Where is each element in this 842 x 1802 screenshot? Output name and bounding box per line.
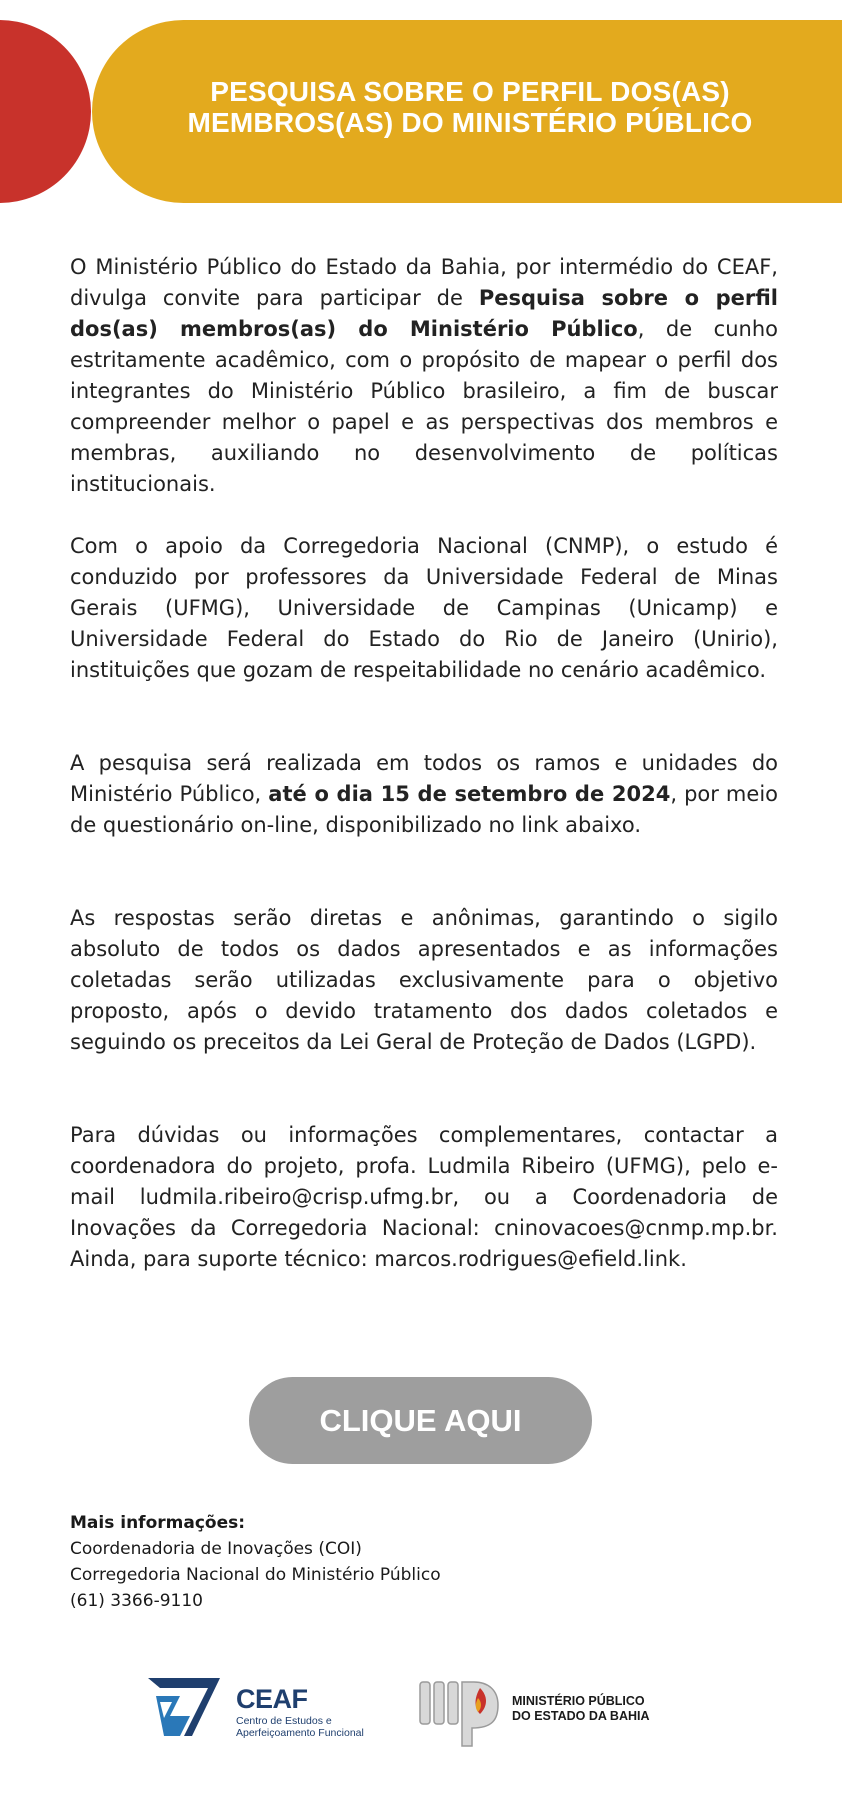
mp-emblem-icon	[418, 1676, 506, 1748]
mp-name-line-1: MINISTÉRIO PÚBLICO	[512, 1694, 645, 1708]
more-info-block	[70, 1510, 441, 1614]
paragraph-deadline-text-cont: , por meio de questionário on-line, disponibilizado no link abaixo.	[70, 782, 778, 837]
clique-aqui-button[interactable]: CLIQUE AQUI	[249, 1377, 592, 1464]
mp-name-line-2: DO ESTADO DA BAHIA	[512, 1709, 650, 1723]
ceaf-emblem-icon	[146, 1672, 222, 1742]
page-title	[120, 76, 820, 138]
ceaf-subtitle-line-1: Centro de Estudos e	[236, 1715, 332, 1727]
paragraph-deadline-text: A pesquisa será realizada em todos os ramos e unidades do Ministério Público,	[70, 751, 778, 806]
paragraph-intro	[70, 252, 778, 500]
paragraph-intro-text: O Ministério Público do Estado da Bahia, por intermédio do CEAF, divulga convite para participar de	[70, 255, 778, 310]
paragraph-privacy: As respostas serão diretas e anônimas, garantindo o sigilo absoluto de todos os dados apresentados e as informações coletadas serão utilizadas exclusivamente para o objetivo proposto, após o devido tratamento dos dados coletados e seguindo os preceitos da Lei Geral de Proteção de Dados (LGPD).	[70, 906, 778, 1054]
paragraph-intro-text-cont: , de cunho estritamente acadêmico, com o propósito de mapear o perfil dos integrantes do Ministério Público brasileiro, a fim de buscar compreender melhor o papel e as perspectivas dos membros e membras, auxiliando no desenvolvimento de políticas institucionais.	[70, 317, 778, 496]
paragraph-deadline	[70, 748, 778, 841]
paragraph-support: Com o apoio da Corregedoria Nacional (CNMP), o estudo é conduzido por professores da Universidade Federal de Minas Gerais (UFMG), Universidade de Campinas (Unicamp) e Universidade Federal do Estado do Rio de Janeiro (Unirio), instituições que gozam de respeitabilidade no cenário acadêmico.	[70, 534, 778, 682]
mp-bahia-logo	[418, 1676, 678, 1756]
mp-bahia-name	[512, 1694, 650, 1724]
deadline-bold: até o dia 15 de setembro de 2024	[268, 782, 671, 806]
ceaf-subtitle	[236, 1715, 364, 1739]
ceaf-name: CEAF	[236, 1684, 308, 1714]
paragraph-contact: Para dúvidas ou informações complementares, contactar a coordenadora do projeto, profa. Ludmila Ribeiro (UFMG), pelo e-mail ludmila.ribeiro@crisp.ufmg.br, ou a Coordenadoria de Inovações da Corregedoria Nacional: cninovacoes@cnmp.mp.br. Ainda, para suporte técnico: marcos.rodrigues@efield.link.	[70, 1123, 778, 1271]
title-line-1: PESQUISA SOBRE O PERFIL DOS(AS)	[210, 76, 730, 107]
ceaf-subtitle-line-2: Aperfeiçoamento Funcional	[236, 1727, 364, 1739]
header-red-circle	[0, 20, 91, 203]
more-info-label: Mais informações:	[70, 1513, 246, 1533]
more-info-line-2: Corregedoria Nacional do Ministério Público	[70, 1565, 441, 1585]
survey-name-bold: Pesquisa sobre o perfil dos(as) membros(as) do Ministério Público	[70, 286, 778, 341]
ceaf-logo	[146, 1670, 386, 1745]
more-info-line-1: Coordenadoria de Inovações (COI)	[70, 1539, 362, 1559]
more-info-phone: (61) 3366-9110	[70, 1591, 203, 1611]
title-line-2: MEMBROS(AS) DO MINISTÉRIO PÚBLICO	[187, 107, 753, 138]
